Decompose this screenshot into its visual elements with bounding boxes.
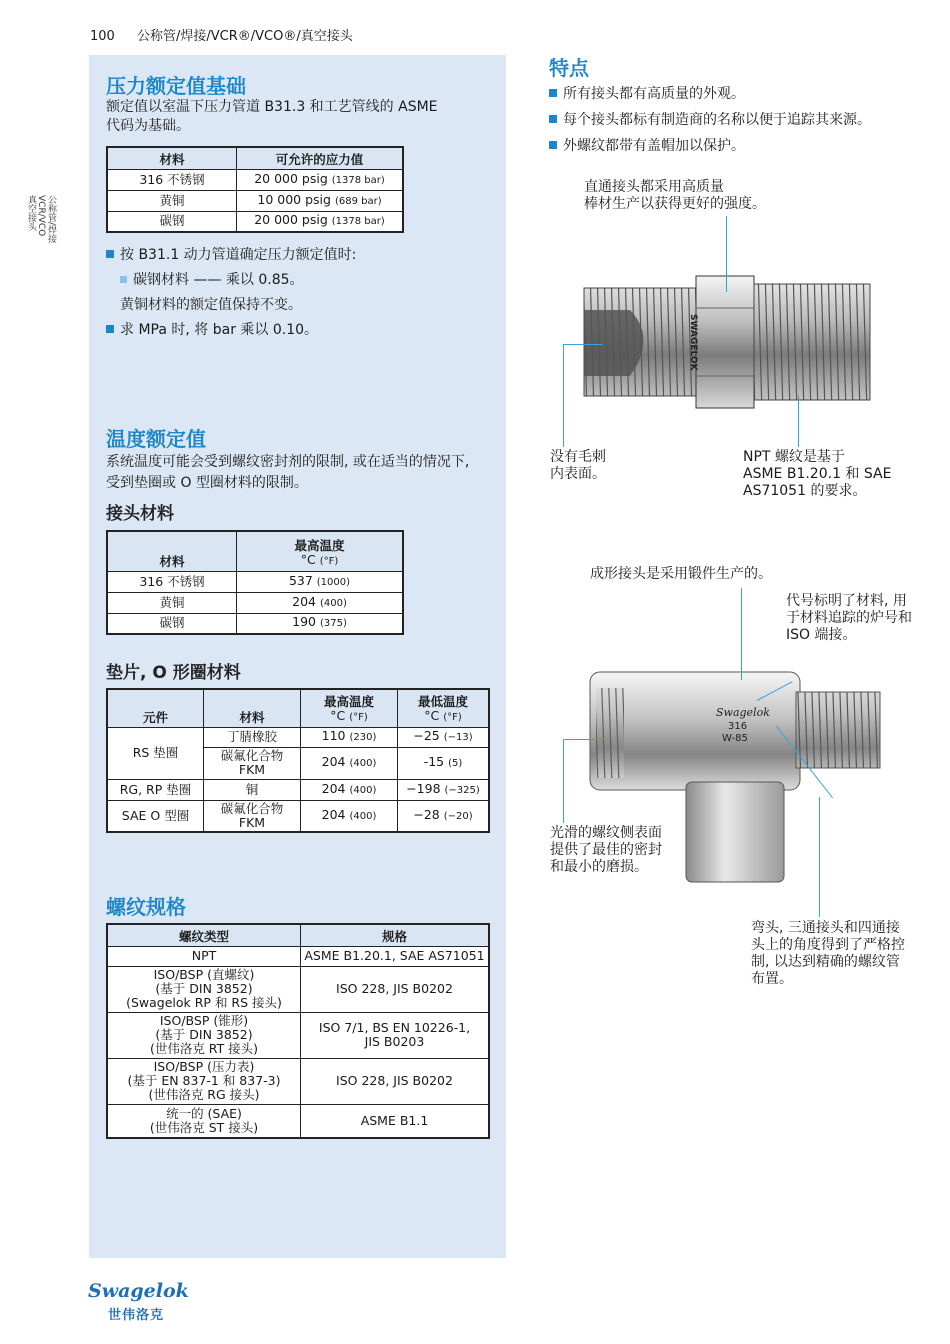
material-line1: 碳氟化合物 [220, 748, 284, 763]
temp-f: (400) [319, 597, 347, 609]
thread-spec-line: ISO 7/1, BS EN 10226-1, [318, 1020, 471, 1035]
temp-cell [237, 571, 404, 592]
psig-value: 20 000 psig [254, 170, 328, 186]
thread-type-line: (世伟洛克 RG 接头) [148, 1087, 260, 1102]
max-f: (400) [349, 758, 377, 769]
material-cell: 铜 [204, 779, 301, 800]
material-cell: 黄铜 [107, 190, 237, 211]
fahrenheit-label: (°F) [349, 711, 368, 723]
stress-cell [237, 190, 404, 211]
min-f: (−20) [443, 810, 473, 822]
callout-line: 没有毛刺 [550, 449, 606, 465]
callout-line: NPT 螺纹是基于 [743, 449, 845, 465]
gasket-col-max-label: 最高温度 [323, 693, 374, 709]
bar-value: (689 bar) [334, 195, 382, 207]
min-cell [398, 779, 490, 800]
callout-line: ISO 端接。 [786, 627, 857, 643]
brand-vertical-mark: SWAGELOK [688, 314, 698, 371]
max-cell [301, 727, 398, 747]
callout-line: 代号标明了材料, 用 [786, 593, 907, 609]
table-row [107, 592, 403, 613]
stress-cell [237, 169, 404, 190]
callout-line: 于材料追踪的炉号和 [786, 610, 912, 626]
thread-type-cell [107, 946, 301, 966]
temp-cell [237, 613, 404, 634]
table-row [107, 1058, 489, 1104]
pressure-sub-2: 黄铜材料的额定值保持不变。 [120, 297, 302, 313]
pressure-table [106, 146, 404, 233]
min-c: −25 [413, 728, 440, 743]
leader-line [563, 344, 603, 345]
features-list [549, 81, 871, 159]
thread-type-cell [107, 1058, 301, 1104]
temp-c: 204 [292, 593, 316, 609]
swagelok-logo: Swagelok [88, 1280, 189, 1302]
pressure-col-stress: 可允许的应力值 [237, 147, 404, 169]
leader-line [563, 739, 564, 823]
leader-line [741, 588, 742, 680]
thread-type-line: (世伟洛克 ST 接头) [149, 1119, 259, 1135]
gasket-col-component: 元件 [107, 689, 204, 727]
bar-value: (1378 bar) [331, 216, 385, 228]
max-cell [301, 800, 398, 832]
callout-npt-thread [743, 449, 891, 500]
callout-line: 头上的角度得到了严格控 [751, 937, 905, 953]
callout-line: 棒材生产以获得更好的强度。 [584, 196, 766, 212]
table-row [107, 613, 403, 634]
leader-line [726, 216, 727, 292]
thread-type-line: ISO/BSP (压力表) [153, 1059, 255, 1074]
brand-script-mark: Swagelok [716, 706, 770, 719]
thread-type-line: (基于 EN 837-1 和 837-3) [127, 1073, 281, 1088]
callout-angles [751, 920, 905, 988]
min-cell [398, 747, 490, 779]
pressure-bullet-1: 按 B31.1 动力管道确定压力额定值时: [106, 243, 356, 268]
callout-line: AS71051 的要求。 [743, 483, 867, 499]
stress-cell [237, 211, 404, 232]
fahrenheit-label: (°F) [443, 711, 462, 723]
bar-value: (1378 bar) [331, 174, 385, 186]
callout-forged [590, 566, 772, 583]
temp-col-max-label: 最高温度 [294, 537, 345, 553]
thread-type-cell [107, 1012, 301, 1058]
pressure-notes [106, 243, 356, 343]
max-cell [301, 747, 398, 779]
min-f: (5) [448, 758, 463, 769]
table-row [107, 571, 403, 592]
side-tab-line1: 公称管/焊接 [46, 195, 56, 244]
table-row [107, 800, 489, 832]
max-c: 204 [321, 780, 346, 796]
material-cell: 碳钢 [107, 211, 237, 232]
temp-c: 190 [292, 614, 316, 630]
callout-marking [786, 593, 912, 644]
pressure-bullet-2: 求 MPa 时, 将 bar 乘以 0.10。 [106, 318, 356, 343]
material-cell: 丁腈橡胶 [204, 727, 301, 747]
callout-line: 和最小的磨损。 [550, 859, 648, 875]
feature-item: 每个接头都标有制造商的名称以便于追踪其来源。 [549, 107, 871, 133]
callout-line: 布置。 [751, 971, 793, 987]
temp-f: (375) [319, 618, 347, 630]
gasket-col-min [398, 689, 490, 727]
thread-spec-line: ISO 228, JIS B0202 [336, 981, 453, 996]
thread-table [106, 923, 490, 1139]
heat-code-mark: W-85 [722, 733, 748, 744]
max-c: 204 [321, 806, 346, 822]
temperature-intro [106, 452, 469, 494]
gasket-heading: 垫片, O 形圈材料 [106, 663, 241, 683]
min-f: (−325) [444, 784, 480, 796]
page-header [90, 25, 353, 44]
thread-type-line: 统一的 (SAE) [166, 1105, 242, 1121]
thread-spec-cell [301, 1058, 490, 1104]
psig-value: 10 000 psig [257, 191, 331, 207]
fitting-material-heading: 接头材料 [106, 504, 174, 524]
thread-type-line: (世伟洛克 RT 接头) [149, 1041, 259, 1056]
thread-spec-cell [301, 966, 490, 1012]
material-line1: 碳氟化合物 [220, 800, 284, 816]
callout-line: 制, 以达到精确的螺纹管 [751, 954, 900, 970]
max-cell [301, 779, 398, 800]
material-cell: 黄铜 [107, 592, 237, 613]
leader-line [563, 739, 607, 740]
pressure-intro [106, 98, 438, 136]
pressure-intro-line1: 额定值以室温下压力管道 B31.3 和工艺管线的 ASME [106, 99, 438, 115]
gasket-table [106, 688, 490, 833]
table-row [107, 1104, 489, 1138]
temp-col-material: 材料 [107, 531, 237, 571]
thread-type-line: NPT [191, 948, 217, 963]
thread-spec-cell [301, 946, 490, 966]
max-c: 204 [321, 754, 346, 769]
thread-col-type: 螺纹类型 [107, 924, 301, 946]
callout-bar-stock [584, 179, 766, 213]
side-tab-line3: 真空接头 [26, 195, 36, 231]
thread-type-line: (基于 DIN 3852) [155, 981, 253, 996]
table-row [107, 169, 403, 190]
material-line2: FKM [238, 814, 266, 830]
straight-fitting-image [582, 268, 872, 413]
side-tab-line2: VCR/VCO [36, 195, 46, 237]
material-cell [204, 747, 301, 779]
component-cell: SAE O 型圈 [107, 800, 204, 832]
gasket-col-min-label: 最低温度 [417, 693, 468, 709]
celsius-label: °C [300, 551, 316, 567]
component-cell: RG, RP 垫圈 [107, 779, 204, 800]
tee-fitting-image [586, 664, 882, 886]
temp-cell [237, 592, 404, 613]
table-row [107, 946, 489, 966]
callout-line: 光滑的螺纹侧表面 [550, 825, 662, 841]
min-cell [398, 727, 490, 747]
feature-item: 所有接头都有高质量的外观。 [549, 81, 871, 107]
feature-item: 外螺纹都带有盖帽加以保护。 [549, 133, 871, 159]
leader-line [563, 344, 564, 447]
temp-col-max [237, 531, 404, 571]
max-f: (400) [349, 810, 377, 822]
callout-line: ASME B1.20.1 和 SAE [743, 466, 892, 482]
features-heading: 特点 [549, 56, 589, 80]
min-c: −28 [413, 806, 440, 822]
fahrenheit-label: (°F) [319, 555, 339, 567]
celsius-label: °C [424, 707, 440, 723]
table-row [107, 966, 489, 1012]
temp-c: 537 [288, 572, 313, 588]
pressure-col-material: 材料 [107, 147, 237, 169]
max-f: (400) [349, 784, 377, 796]
temperature-table [106, 530, 404, 635]
component-cell: RS 垫圈 [107, 727, 204, 779]
material-code-mark: 316 [728, 721, 748, 732]
leader-line [798, 395, 799, 447]
min-cell [398, 800, 490, 832]
temperature-intro-line1: 系统温度可能会受到螺纹密封剂的限制, 或在适当的情况下, [106, 454, 470, 470]
max-c: 110 [321, 728, 346, 743]
thread-spec-cell [301, 1104, 490, 1138]
min-f: (−13) [443, 732, 473, 743]
table-row [107, 190, 403, 211]
pressure-intro-line2: 代码为基础。 [106, 118, 190, 134]
side-tab [26, 195, 56, 244]
thread-spec-line: JIS B0203 [364, 1034, 425, 1049]
temperature-heading: 温度额定值 [106, 427, 206, 451]
leader-line [819, 797, 820, 917]
thread-type-line: (基于 DIN 3852) [155, 1027, 253, 1042]
gasket-col-max [301, 689, 398, 727]
material-cell: 316 不锈钢 [107, 169, 237, 190]
temp-f: (1000) [316, 576, 351, 588]
pressure-heading: 压力额定值基础 [106, 74, 246, 98]
callout-line: 成形接头是采用锻件生产的。 [590, 566, 772, 582]
table-row [107, 1012, 489, 1058]
material-cell [204, 800, 301, 832]
callout-line: 内表面。 [550, 466, 606, 482]
table-row [107, 211, 403, 232]
temperature-intro-line2: 受到垫圈或 O 型圈材料的限制。 [106, 475, 308, 491]
callout-line: 弯头, 三通接头和四通接 [751, 920, 900, 936]
header-title: 公称管/焊接/VCR®/VCO®/真空接头 [136, 29, 353, 44]
callout-no-burr [550, 449, 606, 483]
psig-value: 20 000 psig [254, 212, 328, 228]
thread-type-line: ISO/BSP (锥形) [159, 1013, 249, 1028]
table-row [107, 779, 489, 800]
pressure-sub-1: 碳钢材料 —— 乘以 0.85。 [106, 268, 356, 293]
thread-type-line: ISO/BSP (直螺纹) [153, 967, 255, 982]
thread-spec-line: ISO 228, JIS B0202 [336, 1073, 453, 1088]
min-c: -15 [423, 754, 445, 769]
thread-type-cell [107, 966, 301, 1012]
swagelok-logo-cn: 世伟洛克 [108, 1308, 165, 1323]
material-cell: 316 不锈钢 [107, 571, 237, 592]
thread-spec-cell [301, 1012, 490, 1058]
thread-col-spec: 规格 [301, 924, 490, 946]
material-line2: FKM [238, 762, 266, 777]
material-cell: 碳钢 [107, 613, 237, 634]
thread-type-cell [107, 1104, 301, 1138]
max-f: (230) [349, 732, 377, 743]
callout-line: 提供了最佳的密封 [550, 842, 662, 858]
thread-heading: 螺纹规格 [106, 895, 186, 919]
min-c: −198 [406, 780, 441, 796]
gasket-col-material: 材料 [204, 689, 301, 727]
callout-line: 直通接头都采用高质量 [584, 179, 724, 195]
table-row [107, 727, 489, 747]
page-number: 100 [90, 29, 115, 44]
thread-type-line: (Swagelok RP 和 RS 接头) [126, 995, 282, 1010]
thread-spec-line: ASME B1.1 [360, 1112, 429, 1128]
thread-spec-line: ASME B1.20.1, SAE AS71051 [304, 948, 485, 963]
celsius-label: °C [330, 707, 346, 723]
